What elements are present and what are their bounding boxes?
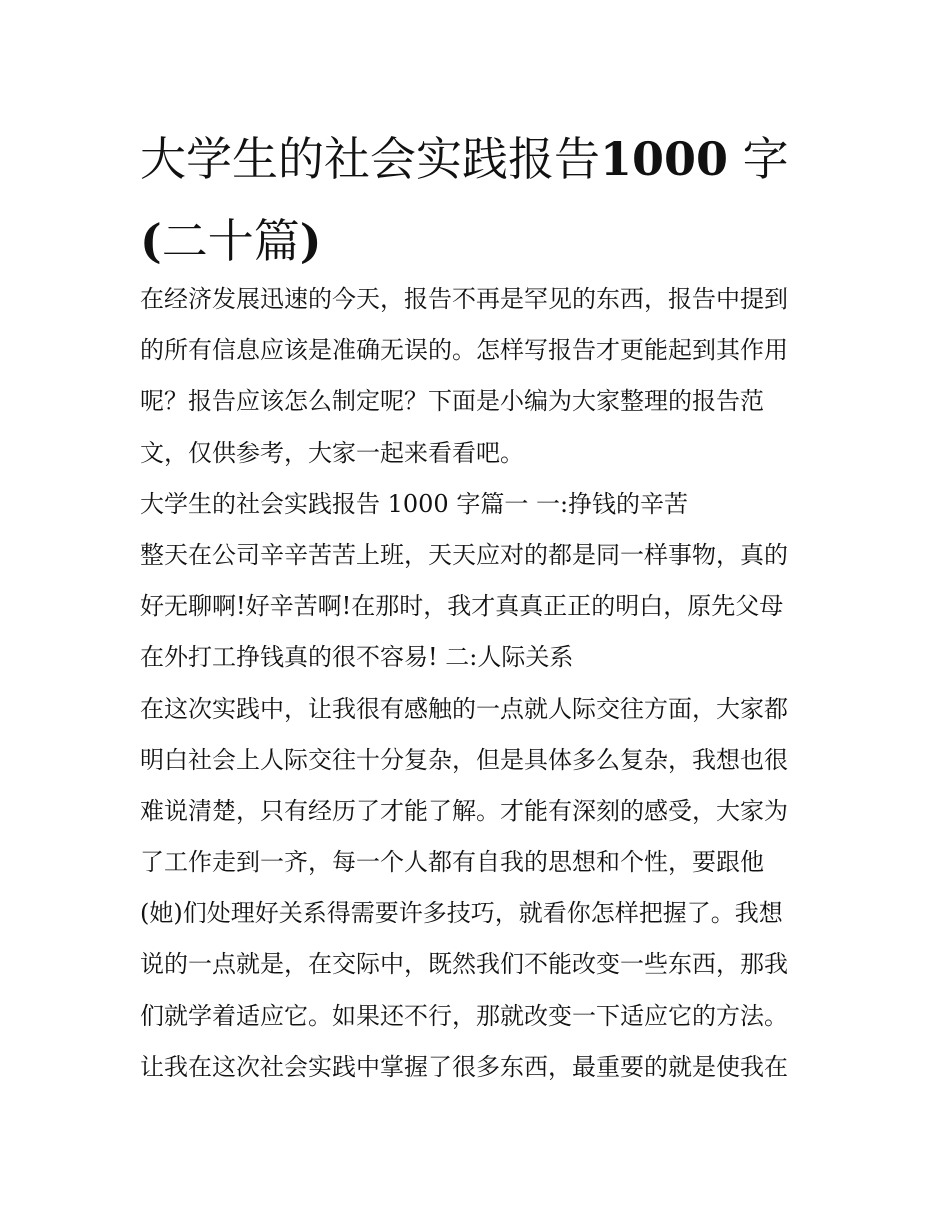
body-line: 难说清楚，只有经历了才能了解。才能有深刻的感受，大家为	[140, 796, 788, 825]
body-line: 明白社会上人际交往十分复杂，但是具体多么复杂，我想也很	[140, 745, 788, 774]
body-line: 好无聊啊!好辛苦啊!在那时，我才真真正正的明白，原先父母	[140, 592, 784, 621]
body-line: (她)们处理好关系得需要许多技巧，就看你怎样把握了。我想	[140, 899, 783, 928]
document-body	[140, 274, 830, 1093]
body-line: 们就学着适应它。如果还不行，那就改变一下适应它的方法。	[140, 1001, 788, 1030]
title-text: 大学生的社会实践报告	[140, 132, 600, 186]
title-char: 字	[742, 132, 789, 186]
body-line: 说的一点就是，在交际中，既然我们不能改变一些东西，那我	[140, 950, 788, 979]
title-line-1	[140, 132, 789, 186]
body-line: 在这次实践中，让我很有感触的一点就人际交往方面，大家都	[140, 694, 788, 723]
body-line: 在外打工挣钱真的很不容易! 二:人际关系	[140, 643, 574, 672]
body-line: 整天在公司辛辛苦苦上班，天天应对的都是同一样事物，真的	[140, 540, 788, 569]
body-line: 让我在这次社会实践中掌握了很多东西，最重要的就是使我在	[140, 1052, 788, 1081]
body-line: 的所有信息应该是准确无误的。怎样写报告才更能起到其作用	[140, 336, 788, 365]
title-paren-open: (	[140, 214, 162, 268]
body-line: 呢？报告应该怎么制定呢？下面是小编为大家整理的报告范	[140, 387, 764, 416]
body-line: 了工作走到一齐，每一个人都有自我的思想和个性，要跟他	[140, 848, 764, 877]
body-line: 文，仅供参考，大家一起来看看吧。	[140, 438, 524, 467]
title-subtitle: 二十篇	[161, 214, 300, 268]
title-number: 1000	[600, 132, 729, 186]
title-line-2	[140, 214, 322, 268]
page-title	[140, 118, 820, 282]
section-heading: 大学生的社会实践报告 1000 字篇一 一:挣钱的辛苦	[140, 489, 689, 518]
body-line: 在经济发展迅速的今天，报告不再是罕见的东西，报告中提到	[140, 285, 788, 313]
title-paren-close: )	[299, 214, 322, 268]
